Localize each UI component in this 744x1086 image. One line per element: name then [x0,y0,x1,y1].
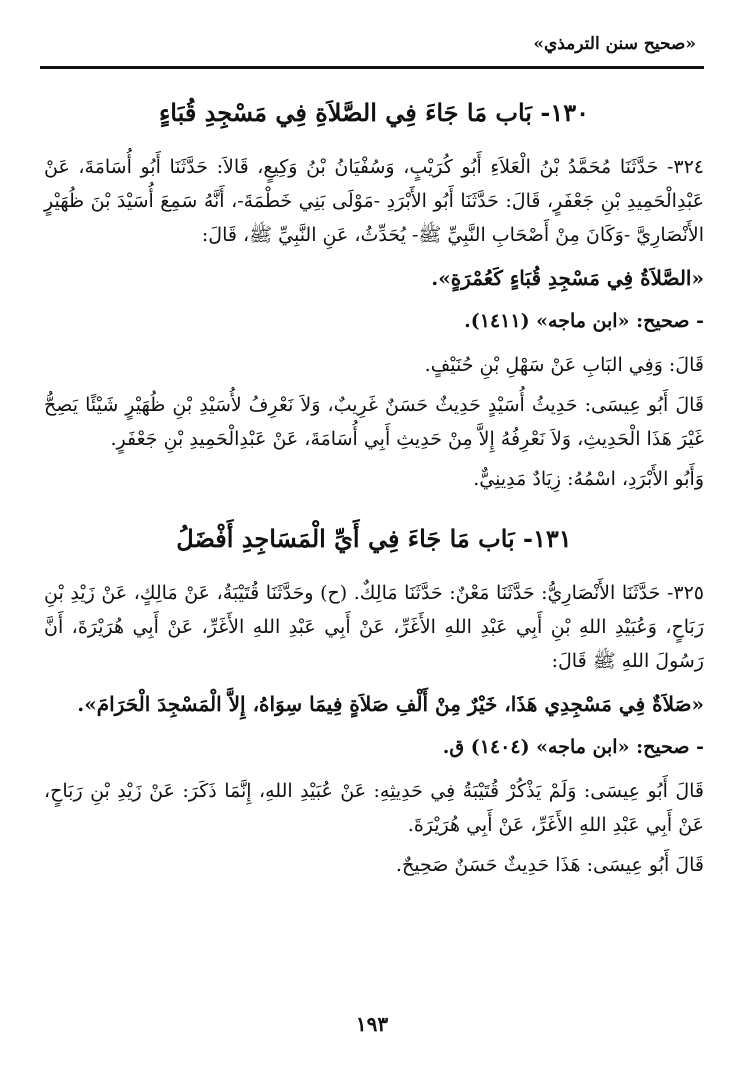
page-number: ١٩٣ [355,1012,389,1036]
section-gap [44,502,704,512]
chapter-131-verdict: قَالَ أَبُو عِيسَى: هَذَا حَدِيثٌ حَسَنٌ صَحِيحٌ. [395,854,704,876]
chapter-130-narrator-note: وَأَبُو الأَبْرَدِ، اسْمُهُ: زِيَادٌ مَدِينِيٌّ. [473,468,704,490]
hadith-325-text: «صَلاَةٌ فِي مَسْجِدِي هَذَا، خَيْرٌ مِنْ أَلْفِ صَلاَةٍ فِيمَا سِوَاهُ، إِلاَّ الْمَسْجِدَ الْحَرَامَ». [77,692,704,716]
chapter-131-title: ١٣١- بَاب مَا جَاءَ فِي أَيِّ الْمَسَاجِدِ أَفْضَلُ [176,524,572,553]
page-content [44,86,704,888]
running-header-title: «صحيح سنن الترمذي» [533,34,696,54]
hadith-325-grade: - صحيح: «ابن ماجه» (١٤٠٤) ق. [442,736,704,758]
chapter-130-comment: قَالَ أَبُو عِيسَى: حَدِيثُ أُسَيْدٍ حَدِيثٌ حَسَنٌ غَرِيبٌ، وَلاَ نَعْرِفُ لأُسَيْدِ بْنِ ظُهَيْرٍ شَيْئًا يَصِحُّ غَيْرَ هَذَا الْحَدِيثِ، وَلاَ نَعْرِفُهُ إِلاَّ مِنْ حَدِيثِ أَبِي أُسَامَةَ، عَنْ عَبْدِالْحَمِيدِ بْنِ جَعْفَرٍ. [44,394,704,450]
header-divider [40,66,704,69]
hadith-324-grade: - صحيح: «ابن ماجه» (١٤١١). [464,310,704,332]
hadith-325-isnad: ٣٢٥- حَدَّثَنَا الأَنْصَارِيُّ: حَدَّثَنَا مَعْنٌ: حَدَّثَنَا مَالِكٌ. (ح) وحَدَّثَنَا قُتَيْبَةُ، عَنْ مَالِكٍ، عَنْ زَيْدِ بْنِ رَبَاحٍ، وَعُبَيْدِ اللهِ بْنِ أَبِي عَبْدِ اللهِ الأَغَرِّ، عَنْ أَبِي عَبْدِ اللهِ الأَغَرِّ، عَنْ أَبِي هُرَيْرَةَ، أَنَّ رَسُولَ اللهِ ﷺ قَالَ: [44,582,704,672]
chapter-130-bab-note: قَالَ: وَفِي البَابِ عَنْ سَهْلِ بْنِ حُنَيْفٍ. [424,354,704,376]
hadith-324-text: «الصَّلاَةُ فِي مَسْجِدِ قُبَاءٍ كَعُمْرَةٍ». [431,266,704,290]
hadith-324-isnad: ٣٢٤- حَدَّثَنَا مُحَمَّدُ بْنُ الْعَلاَءِ أَبُو كُرَيْبٍ، وَسُفْيَانُ بْنُ وَكِيعٍ، قَالاَ: حَدَّثَنَا أَبُو أُسَامَةَ، عَنْ عَبْدِالْحَمِيدِ بْنِ جَعْفَرٍ، قَالَ: حَدَّثَنَا أَبُو الأَبْرَدِ -مَوْلَى بَنِي خَطْمَةَ-، أَنَّهُ سَمِعَ أُسَيْدَ بْنَ ظُهَيْرٍ الأَنْصَارِيَّ -وَكَانَ مِنْ أَصْحَابِ النَّبِيِّ ﷺ- يُحَدِّثُ، عَنِ النَّبِيِّ ﷺ، قَالَ: [44,156,704,246]
chapter-130-title: ١٣٠- بَاب مَا جَاءَ فِي الصَّلاَةِ فِي مَسْجِدِ قُبَاءٍ [159,98,589,127]
chapter-131-comment: قَالَ أَبُو عِيسَى: وَلَمْ يَذْكُرْ قُتَيْبَةُ فِي حَدِيثِهِ: عَنْ عُبَيْدِ اللهِ، إِنَّمَا ذَكَرَ: عَنْ زَيْدِ بْنِ رَبَاحٍ، عَنْ أَبِي عَبْدِ اللهِ الأَغَرِّ، عَنْ أَبِي هُرَيْرَةَ. [44,780,704,836]
